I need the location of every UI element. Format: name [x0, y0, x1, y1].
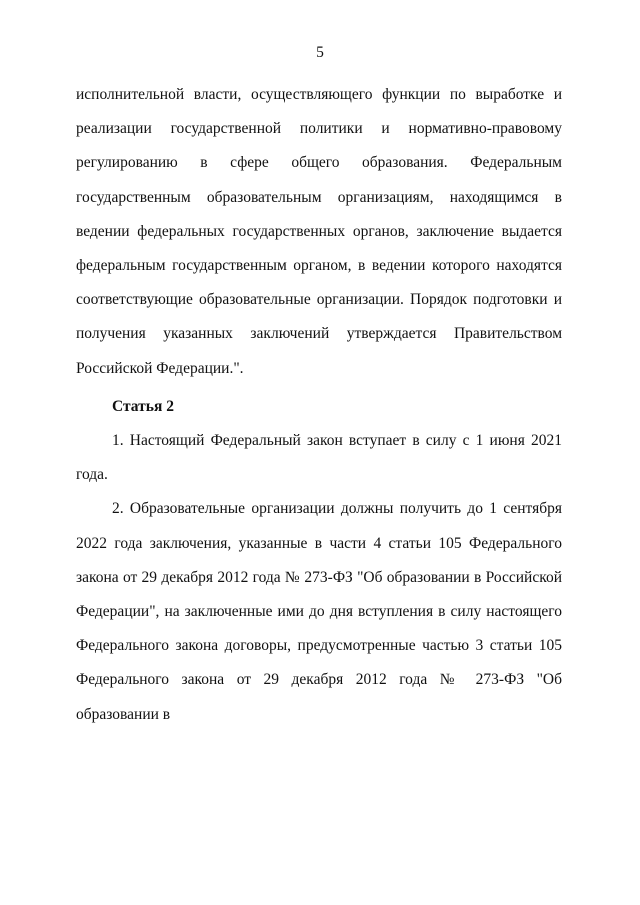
article-paragraph-1: 1. Настоящий Федеральный закон вступает в силу с 1 июня 2021 года.: [76, 432, 562, 484]
article-heading: Статья 2: [112, 397, 174, 415]
document-body: [76, 78, 562, 732]
continuation-paragraph: исполнительной власти, осуществляющего функции по выработке и реализации государственной политики и нормативно-правовому регулированию в сфере общего образования. Федеральным государственным образовательным организациям, находящимся в ведении федеральных государственных органов, заключение выдается федеральным государственным органом, в ведении которого находятся соответствующие образовательные организации. Порядок подготовки и получения указанных заключений утверждается Правительством Российской Федерации.".: [76, 86, 562, 377]
page-number: 5: [316, 44, 324, 61]
article-paragraph-2: 2. Образовательные организации должны получить до 1 сентября 2022 года заключения, указанные в части 4 статьи 105 Федерального закона от 29 декабря 2012 года № 273-ФЗ "Об образовании в Российской Федерации", на заключенные ими до дня вступления в силу настоящего Федерального закона договоры, предусмотренные частью 3 статьи 105 Федерального закона от 29 декабря 2012 года № 273-ФЗ "Об образовании в: [76, 500, 562, 723]
